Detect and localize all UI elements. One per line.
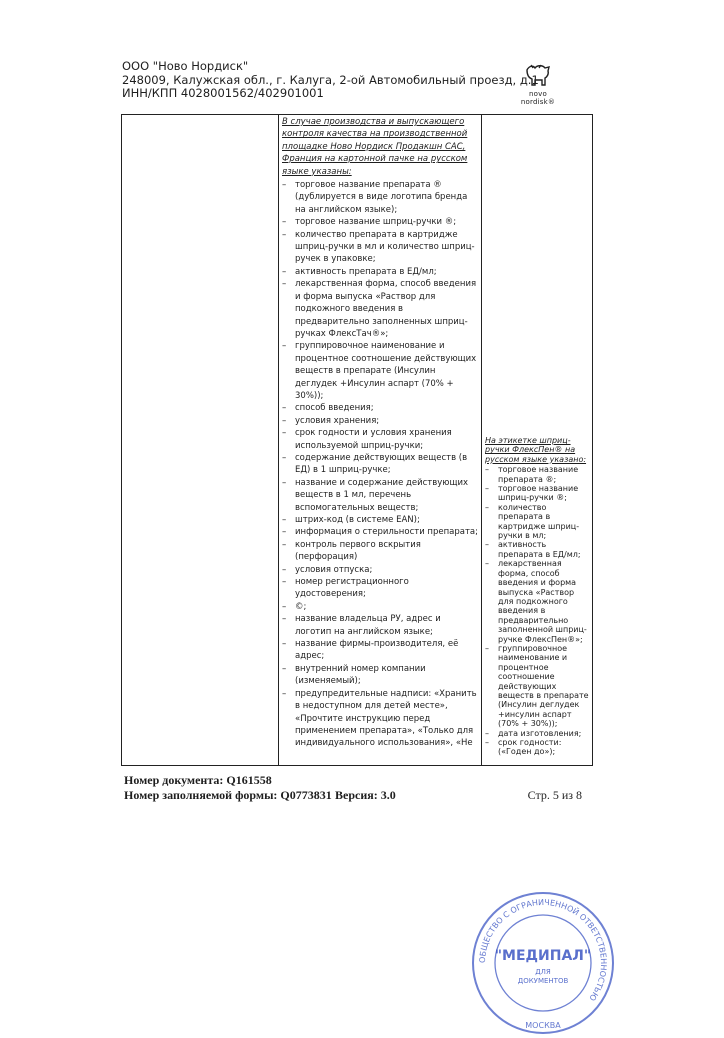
list-item: – внутренний номер компании (изменяемый); (282, 663, 478, 688)
document-number: Номер документа: Q161558 (124, 773, 272, 787)
list-item: – количество препарата в картридже шприц-ручки в мл; (485, 503, 590, 541)
list-item: – название и содержание действующих веществ в 1 мл, перечень вспомогательных веществ; (282, 477, 478, 514)
list-item: – название фирмы-производителя, её адрес; (282, 638, 478, 663)
carton-labeling-column (282, 116, 478, 750)
list-item: – торговое название препарата ® (дублируется в виде логотипа бренда на английском языке); (282, 179, 478, 216)
list-item: – лекарственная форма, способ введения и форма выпуска «Раствор для подкожного введения в предварительно заполненной шприц-ручке ФлексПен®»; (485, 559, 590, 644)
page-number: Стр. 5 из 8 (527, 788, 582, 802)
pen-label-items-list (485, 465, 590, 757)
list-item: – торговое название шприц-ручки ®; (282, 216, 478, 228)
pen-label-intro: На этикетке шприц-ручки ФлексПен® на русском языке указано: (485, 436, 587, 464)
list-item: – контроль первого вскрытия (перфорация) (282, 539, 478, 564)
table-divider-left (278, 114, 279, 766)
list-item: – штрих-код (в системе EAN); (282, 514, 478, 526)
list-item: – содержание действующих веществ (в ЕД) в 1 шприц-ручке; (282, 452, 478, 477)
list-item: – активность препарата в ЕД/мл; (485, 540, 590, 559)
list-item: – предупредительные надписи: «Хранить в недоступном для детей месте», «Прочтите инструкцию перед применением препарата», «Только для индивидуального использования», «Не (282, 688, 478, 750)
list-item: – торговое название препарата ®; (485, 465, 590, 484)
list-item: – группировочное наименование и процентное соотношение действующих веществ в препарате (Инсулин деглудек +инсулин аспарт (70% + 30%)); (485, 644, 590, 729)
list-item: – срок годности: («Годен до»); (485, 738, 590, 757)
carton-intro: В случае производства и выпускающего контроля качества на производственной площадке Ново Нордиск Продакшн САС, Франция на картонной пачке на русском языке указаны: (282, 117, 468, 177)
company-inn: ИНН/КПП 4028001562/402901001 (122, 86, 324, 100)
list-item: – номер регистрационного удостоверения; (282, 576, 478, 601)
apis-bull-icon (523, 62, 553, 90)
list-item: – информация о стерильности препарата; (282, 526, 478, 538)
list-item: – условия отпуска; (282, 564, 478, 576)
stamp-sub-text-2: ДОКУМЕНТОВ (517, 977, 569, 985)
stamp-city-text: МОСКВА (525, 1021, 561, 1030)
list-item: – группировочное наименование и процентное соотношение действующих веществ в препарате (Инсулин деглудек +Инсулин аспарт (70% + 30%)); (282, 340, 478, 402)
list-item: – торговое название шприц-ручки ®; (485, 484, 590, 503)
table-divider-right (481, 114, 482, 766)
list-item: – условия хранения; (282, 415, 478, 427)
list-item: – название владельца РУ, адрес и логотип на английском языке; (282, 613, 478, 638)
stamp-main-text: "МЕДИПАЛ" (494, 948, 592, 964)
document-footer (124, 773, 594, 803)
list-item: – дата изготовления; (485, 729, 590, 738)
company-name: ООО "Ново Нордиск" (122, 59, 249, 73)
stamp-sub-text-1: ДЛЯ (535, 968, 551, 976)
version-label: Версия: 3.0 (335, 788, 396, 802)
pen-label-column (485, 436, 590, 757)
logo-text: novo nordisk® (520, 90, 556, 106)
list-item: – количество препарата в картридже шприц-ручки в мл и количество шприц-ручек в упаковке; (282, 229, 478, 266)
company-address: 248009, Калужская обл., г. Калуга, 2-ой Автомобильный проезд, д.1 (122, 72, 539, 87)
list-item: – активность препарата в ЕД/мл; (282, 266, 478, 278)
list-item: – лекарственная форма, способ введения и форма выпуска «Раствор для подкожного введения в предварительно заполненных шприц-ручках ФлексТач®»; (282, 278, 478, 340)
medipal-stamp (468, 888, 618, 1038)
stamp-ring-text: ОБЩЕСТВО С ОГРАНИЧЕННОЙ ОТВЕТСТВЕННОСТЬЮ (477, 897, 609, 1003)
novo-nordisk-logo (513, 62, 563, 106)
company-header (122, 60, 539, 101)
list-item: – срок годности и условия хранения используемой шприц-ручки; (282, 427, 478, 452)
list-item: – способ введения; (282, 402, 478, 414)
carton-items-list (282, 179, 478, 750)
form-number: Номер заполняемой формы: Q0773831 (124, 788, 332, 802)
list-item: – ©; (282, 601, 478, 613)
